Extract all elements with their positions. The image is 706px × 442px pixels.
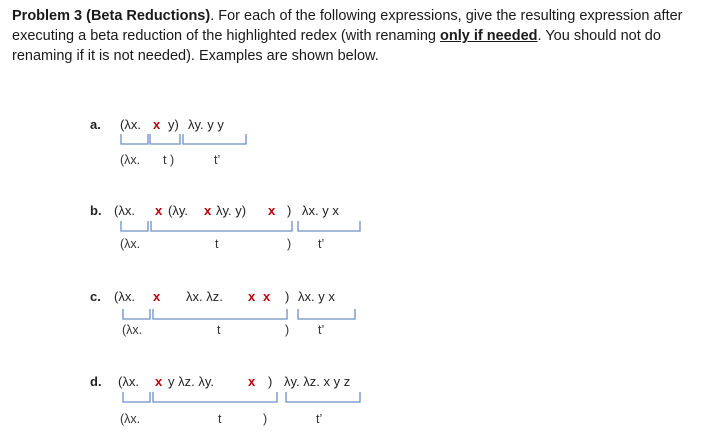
example-c-label: c.: [90, 289, 101, 304]
bracket-a-arg: [183, 134, 246, 144]
bracket-c-lambda: [123, 309, 150, 319]
bracket-d-lambda: [123, 392, 150, 402]
example-c-bound-x3: x: [263, 289, 271, 304]
problem-title: Problem 3 (Beta Reductions): [12, 8, 211, 24]
example-b-inner: (λy.: [168, 203, 188, 218]
bracket-b-arg: [298, 221, 360, 231]
example-a-bound-x: x: [153, 117, 161, 132]
example-b-lambda: (λx.: [114, 203, 135, 218]
example-d-close: ): [268, 374, 273, 389]
bracket-c-body: [153, 309, 287, 319]
example-b-sub-tprime: t’: [318, 237, 325, 251]
example-d-sub-close: ): [263, 412, 268, 426]
example-a-sub-t: t ): [163, 153, 175, 167]
example-b-bound-x1: x: [155, 203, 163, 218]
example-c-sub-tprime: t’: [318, 323, 325, 337]
example-a-arg: y): [168, 117, 179, 132]
example-a-rest: λy. y y: [188, 117, 224, 132]
example-d-sub-t: t: [218, 412, 222, 426]
example-b-rest: λx. y x: [302, 203, 339, 218]
example-c-rest: λx. y x: [298, 289, 335, 304]
example-c-bound-x1: x: [153, 289, 161, 304]
example-a-sub-tprime: t’: [214, 153, 221, 167]
example-c-sub-lambda: (λx.: [122, 323, 143, 337]
example-d-inner: y λz. λy.: [168, 374, 214, 389]
bracket-d-arg: [286, 392, 360, 402]
example-d-bound-x2: x: [248, 374, 256, 389]
example-d-bound-x1: x: [155, 374, 163, 389]
example-c-inner: λx. λz.: [186, 289, 223, 304]
example-a-sub-lambda: (λx.: [120, 153, 141, 167]
example-b-sub-lambda: (λx.: [120, 237, 141, 251]
example-b-bound-x3: x: [268, 203, 276, 218]
example-a-label: a.: [90, 117, 101, 132]
bracket-b-lambda: [121, 221, 148, 231]
bracket-b-body: [151, 221, 292, 231]
example-d-rest: λy. λz. x y z: [284, 374, 351, 389]
example-c-lambda: (λx.: [114, 289, 135, 304]
example-c-sub-t: t: [217, 323, 221, 337]
example-c-bound-x2: x: [248, 289, 256, 304]
example-b-label: b.: [90, 203, 102, 218]
example-d-lambda: (λx.: [118, 374, 139, 389]
bracket-d-body: [153, 392, 277, 402]
example-d-label: d.: [90, 374, 102, 389]
problem-emphasis: only if needed: [440, 28, 538, 44]
problem-text-after: . You should not do renaming if it is not needed). Examples are shown below.: [12, 28, 661, 64]
example-c-sub-close: ): [285, 323, 290, 337]
example-d-sub-lambda: (λx.: [120, 412, 141, 426]
example-c-close: ): [285, 289, 290, 304]
example-b-close: ): [287, 203, 292, 218]
example-b-bound-x2: x: [204, 203, 212, 218]
bracket-a-body: [150, 134, 180, 144]
bracket-a-lambda: [121, 134, 148, 144]
problem-text-before: . For each of the following expressions, give the resulting expression after executing a beta reduction of the highlighted redex (with renaming: [12, 8, 683, 44]
example-d-sub-tprime: t’: [316, 412, 323, 426]
example-a-lambda: (λx.: [120, 117, 141, 132]
example-b-sub-close: ): [287, 237, 292, 251]
bracket-c-arg: [298, 309, 355, 319]
example-b-inner2: λy. y): [216, 203, 247, 218]
example-b-sub-t: t: [215, 237, 219, 251]
